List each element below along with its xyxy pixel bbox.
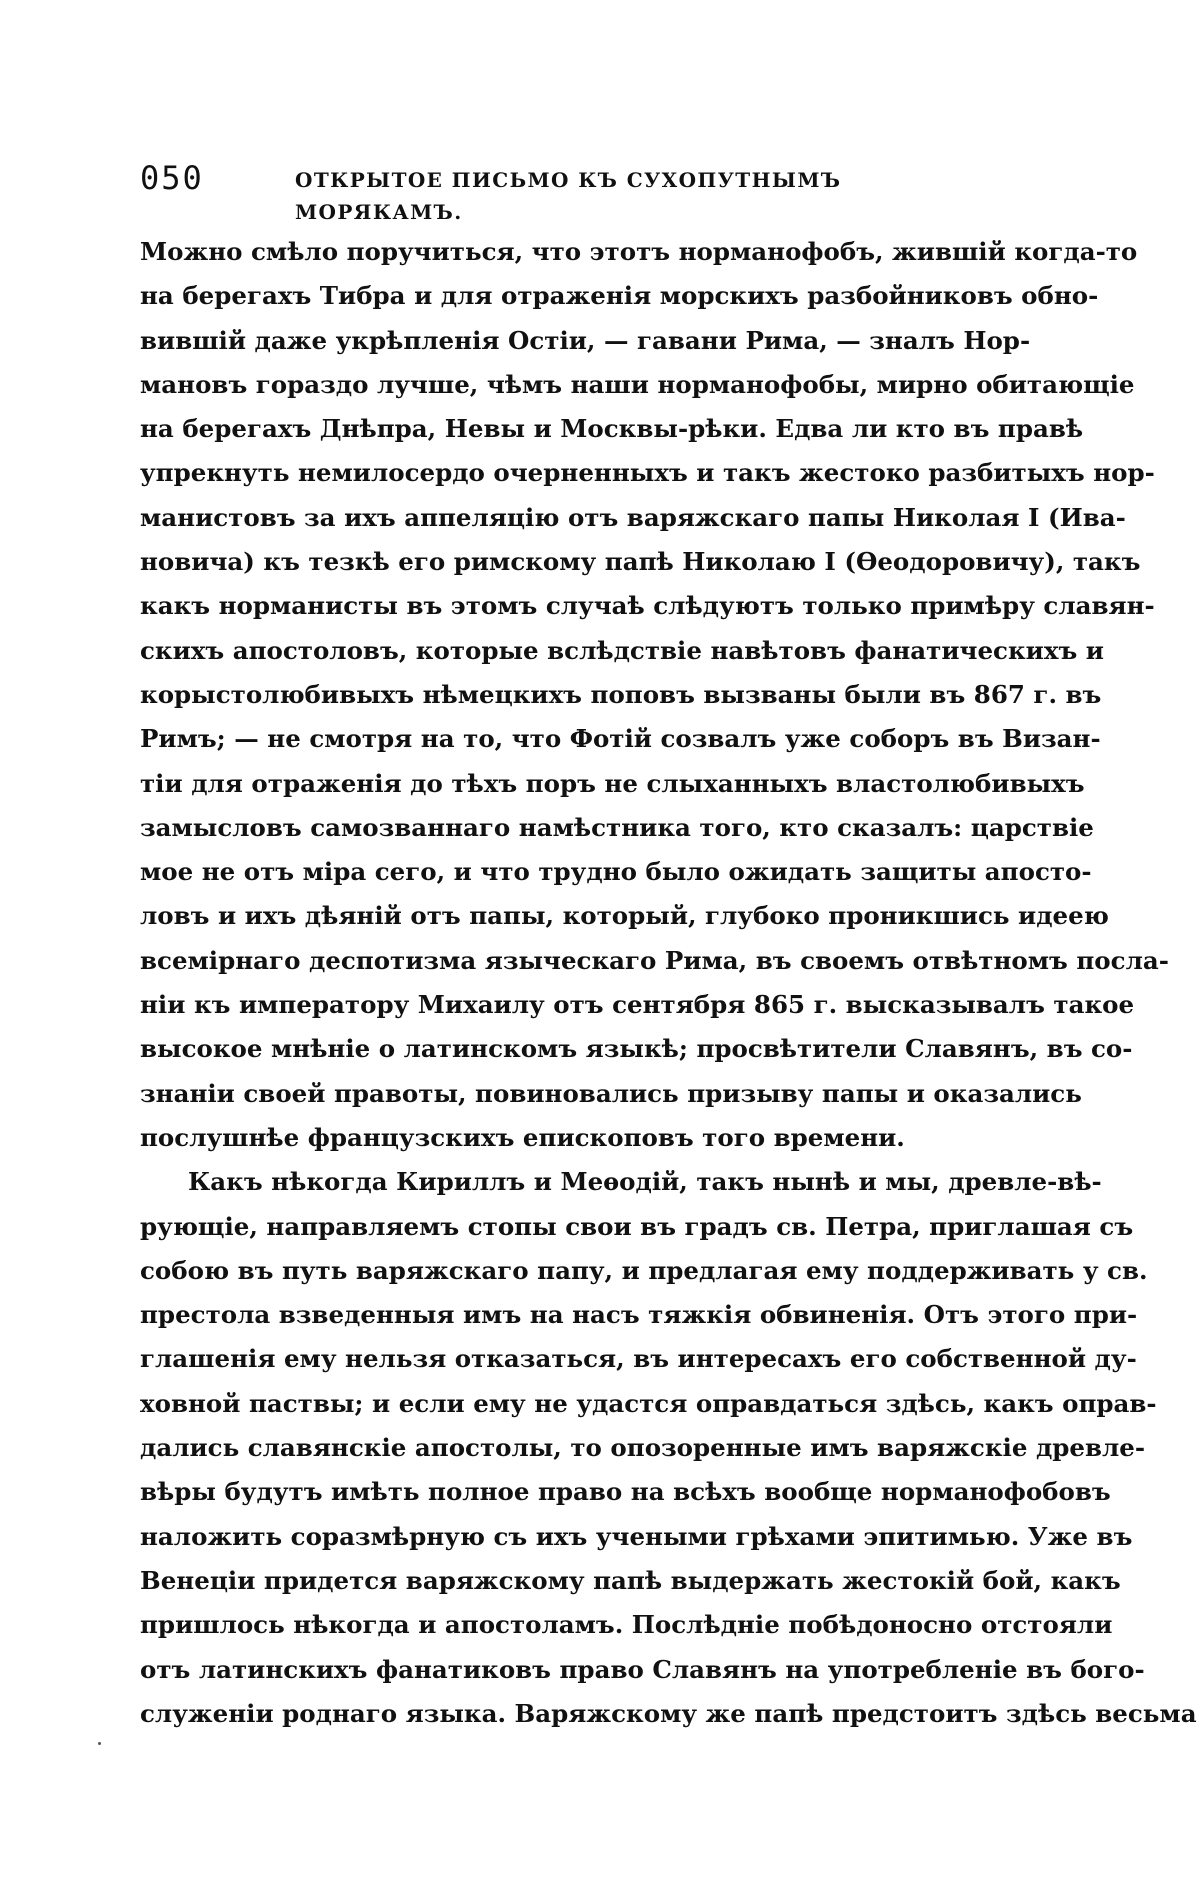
text-line: Можно смѣло поручиться, что этотъ норманофобъ, жившій когда-то [140,237,1138,266]
text-line: ніи къ императору Михаилу отъ сентября 865 г. высказывалъ такое [140,990,1135,1020]
running-title: ОТКРЫТОЕ ПИСЬМО КЪ СУХОПУТНЫМЪ МОРЯКАМЪ. [295,168,842,224]
text-line: замысловъ самозваннаго намѣстника того, кто сказалъ: царствіе [140,812,1094,842]
text-line: наложить соразмѣрную съ ихъ учеными грѣхами эпитимью. Уже въ [140,1521,1133,1551]
text-line: пришлось нѣкогда и апостоламъ. Послѣдніе побѣдоносно отстояли [140,1610,1113,1640]
text-line: скихъ апостоловъ, которые вслѣдствіе навѣтовъ фанатическихъ и [140,635,1104,665]
text-line: вившій даже укрѣпленія Остіи, — гавани Рима, — зналъ Нор- [140,325,1031,355]
text-line: манистовъ за ихъ аппеляцію отъ варяжскаго папы Николая I (Ива- [140,502,1126,532]
text-line: мановъ гораздо лучше, чѣмъ наши норманофобы, мирно обитающіе [140,369,1135,399]
text-line: какъ норманисты въ этомъ случаѣ слѣдуютъ только примѣру славян- [140,591,1155,621]
text-line: тіи для отраженія до тѣхъ поръ не слыханныхъ властолюбивыхъ [140,768,1085,798]
text-line: Какъ нѣкогда Кириллъ и Меѳодій, такъ нынѣ и мы, древле-вѣ- [188,1167,1102,1197]
text-line: престола взведенныя имъ на насъ тяжкія обвиненія. Отъ этого при- [140,1300,1138,1330]
text-line: всемірнаго деспотизма языческаго Рима, въ своемъ отвѣтномъ посла- [140,945,1169,975]
text-line: на берегахъ Тибра и для отраженія морскихъ разбойниковъ обно- [140,281,1099,311]
text-line: вѣры будутъ имѣть полное право на всѣхъ вообще норманофобовъ [140,1477,1111,1507]
text-line: корыстолюбивыхъ нѣмецкихъ поповъ вызваны были въ 867 г. въ [140,679,1102,709]
text-line: послушнѣе французскихъ епископовъ того времени. [140,1122,905,1152]
running-header [140,158,1010,224]
text-line: знаніи своей правоты, повиновались призыву папы и оказались [140,1078,1082,1108]
paragraph-1 [140,230,1169,1160]
body-text [140,230,1197,1736]
text-line: на берегахъ Днѣпра, Невы и Москвы-рѣки. Едва ли кто въ правѣ [140,414,1084,444]
text-line: упрекнуть немилосердо очерненныхъ и такъ жестоко разбитыхъ нор- [140,458,1155,488]
text-line: отъ латинскихъ фанатиковъ право Славянъ на употребленіе въ бого- [140,1654,1145,1684]
text-line: глашенія ему нельзя отказаться, въ интересахъ его собственной ду- [140,1344,1137,1374]
text-line: рующіе, направляемъ стопы свои въ градъ св. Петра, приглашая съ [140,1211,1134,1241]
text-line: мое не отъ міра сего, и что трудно было ожидать защиты апосто- [140,857,1092,887]
text-line: собою въ путь варяжскаго папу, и предлагая ему поддерживать у св. [140,1255,1148,1285]
text-line: высокое мнѣніе о латинскомъ языкѣ; просвѣтители Славянъ, въ со- [140,1034,1133,1064]
scan-speck [98,1742,101,1745]
paragraph-2 [140,1160,1197,1736]
page-number: 050 [140,159,204,197]
text-line: ловъ и ихъ дѣяній отъ папы, который, глубоко проникшись идеею [140,901,1109,931]
text-line: ховной паствы; и если ему не удастся оправдаться здѣсь, какъ оправ- [140,1388,1157,1418]
text-line: новича) къ тезкѣ его римскому папѣ Николаю I (Өеодоровичу), такъ [140,547,1141,577]
text-line: дались славянскіе апостолы, то опозоренные имъ варяжскіе древле- [140,1433,1146,1463]
text-line: Римъ; — не смотря на то, что Фотій созвалъ уже соборъ въ Визан- [140,724,1101,754]
text-line: служеніи роднаго языка. Варяжскому же папѣ предстоитъ здѣсь весьма [140,1698,1197,1728]
text-line: Венеціи придется варяжскому папѣ выдержать жестокій бой, какъ [140,1565,1121,1595]
